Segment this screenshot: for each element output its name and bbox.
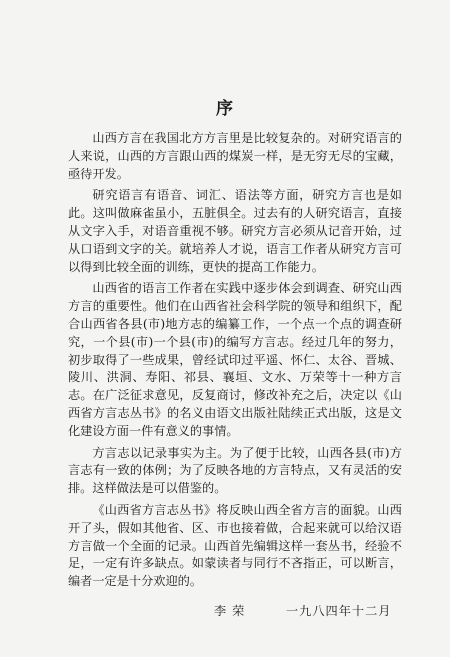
- paragraph-1: 山西方言在我国北方方言里是比较复杂的。对研究语言的人来说，山西的方言跟山西的煤炭一样，是无穷无尽的宝藏，亟待开发。: [68, 131, 402, 181]
- preface-body: [68, 130, 402, 595]
- signature-date: 一九八四年十二月: [286, 604, 392, 618]
- paragraph-2: 研究语言有语音、词汇、语法等方面，研究方言也是如此。这叫做麻雀虽小，五脏俱全。过去有的人研究语言，直接从文字入手，对语音重视不够。研究方言必须从记音开始，过从口语到文字的关。就培养人才说，语言工作者从研究方言可以得到比较全面的训练，更快的提高工作能力。: [68, 188, 402, 274]
- paragraph-4: 方言志以记录事实为主。为了便于比较，山西各县(市)方言志有一致的体例；为了反映各地的方言特点，又有灵活的安排。这样做法是可以借鉴的。: [68, 445, 402, 496]
- paragraph-5: 《山西省方言志丛书》将反映山西全省方言的面貌。山西开了头，假如其他省、区、市也接着做，合起来就可以给汉语方言做一个全面的记录。山西首先编辑这样一套丛书，经验不足，一定有许多缺点。如蒙读者与同行不吝指正，可以断言，编者一定是十分欢迎的。: [68, 502, 402, 589]
- page-title: 序: [216, 99, 234, 119]
- author-name: 李荣: [214, 604, 251, 618]
- paragraph-3: 山西省的语言工作者在实践中逐步体会到调查、研究山西方言的重要性。他们在山西省社会科学院的领导和组织下，配合山西省各县(市)地方志的编纂工作，一个点一个点的调查研究，一个县(市)一个县(市)的编写方言志。经过几年的努力，初步取得了一些成果，曾经试印过平遥、怀仁、太谷、晋城、陵川、洪洞、寿阳、祁县、襄垣、文水、万荣等十一种方言志。在广泛征求意见，反复商讨，修改补充之后，决定以《山西省方言志丛书》的名义由语文出版社陆续正式出版，这是文化建设方面一件有意义的事情。: [68, 281, 402, 438]
